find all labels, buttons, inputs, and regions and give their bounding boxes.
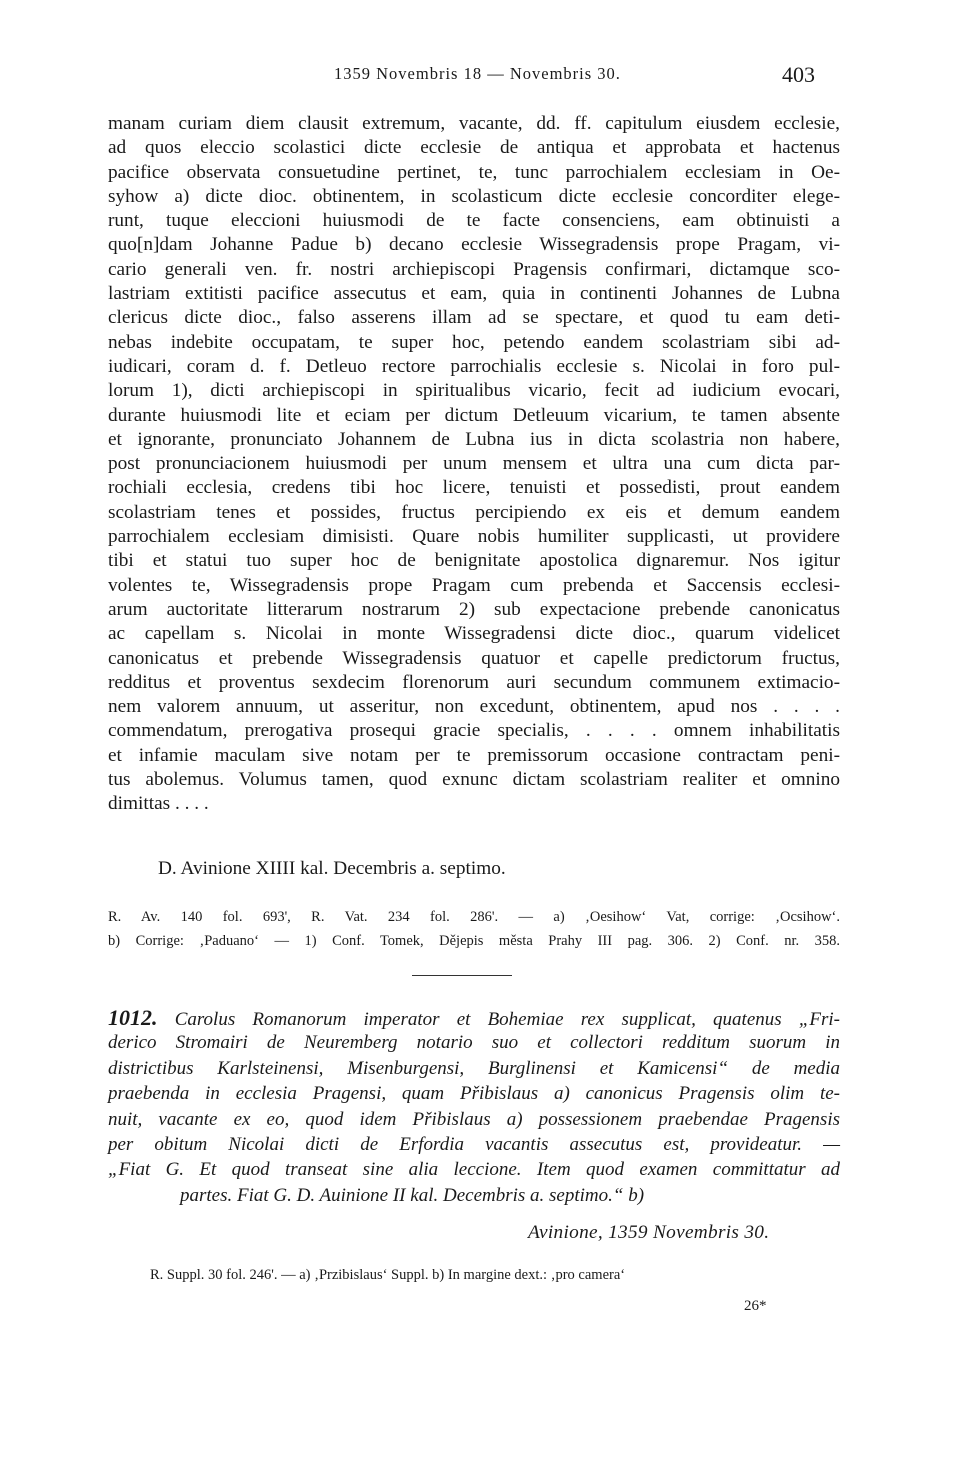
text-line: et infamie maculam sive notam per te premissorum occasione contractam peni-: [108, 744, 840, 766]
entry-line: districtibus Karlsteinensi, Misenburgensi, Burglinensi et Kamicensi“ de media: [108, 1057, 840, 1079]
entry-footnotes: R. Suppl. 30 fol. 246'. — a) ‚Przibislaus‘ Suppl. b) In margine dext.: ‚pro camera‘: [150, 1267, 626, 1283]
text-line: nem valorem annuum, ut asseritur, non excedunt, obtinentem, apud nos . . . .: [108, 696, 840, 718]
text-line: cario generali ven. fr. nostri archiepiscopi Pragensis confirmari, dictamque sco-: [108, 258, 840, 280]
text-line: rochiali ecclesia, credens tibi hoc licere, tenuisti et possedisti, prout eandem: [108, 477, 840, 499]
text-line: scolastriam tenes et possides, fructus percipiendo ex eis et demum eandem: [108, 501, 840, 523]
text-line: nebas indebite occupatam, te super hoc, petendo eandem scolastriam sibi ad-: [108, 331, 840, 353]
text-line: redditus et proventus sexdecim florenorum auri secundum communem extimacio-: [108, 671, 840, 693]
footnote-line: R. Av. 140 fol. 693', R. Vat. 234 fol. 286'. — a) ‚Oesihow‘ Vat, corrige: ‚Ocsihow‘.: [108, 909, 840, 925]
entry-line: praebenda in ecclesia Pragensi, quam Přibislaus a) canonicus Pragensis olim te-: [108, 1083, 840, 1105]
entry-1012: [108, 1005, 840, 1208]
text-line: commendatum, prerogativa prosequi gracie specialis, . . . . omnem inhabilitatis: [108, 720, 840, 742]
text-line: ad quos eleccio scolastici dicte ecclesie de antiqua et approbata et hactenus: [108, 137, 840, 159]
text-line: quo[n]dam Johanne Padue b) decano ecclesie Wissegradensis prope Pragam, vi-: [108, 234, 840, 256]
entry-line: Carolus Romanorum imperator et Bohemiae rex supplicat, quatenus „Fri-: [174, 1009, 840, 1030]
text-line: manam curiam diem clausit extremum, vacante, dd. ff. capitulum eiusdem ecclesie,: [108, 113, 840, 134]
signature-mark: 26*: [744, 1298, 767, 1314]
main-text: [108, 112, 840, 817]
entry-first-line: [108, 1005, 840, 1030]
running-head: 1359 Novembris 18 — Novembris 30.: [334, 64, 621, 83]
footnote-line: b) Corrige: ‚Paduano‘ — 1) Conf. Tomek, Dějepis města Prahy III pag. 306. 2) Conf. nr. 358.: [108, 933, 840, 949]
text-line: dimittas . . . .: [108, 793, 209, 815]
text-line: parrochialem ecclesiam dimisisti. Quare nobis humiliter supplicasti, ut providere: [108, 526, 840, 548]
entry-line: „Fiat G. Et quod transeat sine alia leccione. Item quod examen committatur ad: [108, 1159, 840, 1181]
text-line: tibi et statui tuo super hoc de benignitate apostolica dignaremur. Nos igitur: [108, 550, 840, 572]
text-line: lorum 1), dicti archiepiscopi in spiritualibus vicario, fecit ad iudicium evocari,: [108, 380, 840, 402]
text-line: syhow a) dicte dioc. obtinentem, in scolasticum dicte ecclesie concorditer elege-: [108, 185, 840, 207]
text-line: durante huiusmodi lite et eciam per dictum Detleuum vicarium, te tamen absente: [108, 404, 840, 426]
page-header: [0, 62, 960, 92]
text-line: tus abolemus. Volumus tamen, quod exnunc dictam scolastriam realiter et omnino: [108, 769, 840, 791]
text-line: runt, tuque eleccioni huiusmodi de te facte consenciens, eam obtinuisti a: [108, 210, 840, 232]
entry-line: partes. Fiat G. D. Auinione II kal. Decembris a. septimo.“ b): [180, 1184, 645, 1206]
text-line: et ignorante, pronunciato Johannem de Lubna ius in dicta scolastria non habere,: [108, 428, 840, 450]
entry-place-date: Avinione, 1359 Novembris 30.: [528, 1222, 770, 1243]
entry-line: per obitum Nicolai dicti de Erfordia vacantis assecutus est, provideatur. —: [108, 1133, 840, 1155]
text-line: volentes te, Wissegradensis prope Pragam cum prebenda et Saccensis ecclesi-: [108, 574, 840, 596]
entry-number: 1012.: [108, 1005, 158, 1030]
text-line: ac capellam s. Nicolai in monte Wissegradensi dicte dioc., quarum videlicet: [108, 623, 840, 645]
text-line: pacifice observata consuetudine pertinet, te, tunc parrochialem ecclesiam in Oe-: [108, 161, 840, 183]
dating-clause: D. Avinione XIIII kal. Decembris a. septimo.: [158, 858, 506, 879]
text-line: iudicari, coram d. f. Detleuo rectore parrochialis ecclesie s. Nicolai in foro pul-: [108, 355, 840, 377]
page-number: 403: [782, 62, 815, 87]
text-line: clericus dicte dioc., falso asserens illam ad se spectare, et quod tu eam deti-: [108, 307, 840, 329]
entry-line: nuit, vacante ex eo, quod idem Přibislaus a) possessionem praebendae Pragensis: [108, 1108, 840, 1130]
text-line: arum auctoritate litterarum nostrarum 2) sub expectacione prebende canonicatus: [108, 598, 840, 620]
entry-line: derico Stromairi de Neuremberg notario suo et collectori redditum suorum in: [108, 1032, 840, 1054]
section-divider: [412, 975, 512, 976]
footnotes-block: [108, 905, 840, 953]
text-line: post pronunciacionem huiusmodi per unum mensem et ultra una cum dicta par-: [108, 453, 840, 475]
text-line: lastriam extitisti pacifice assecutus et eam, quia in continenti Johannes de Lubna: [108, 283, 840, 305]
text-line: canonicatus et prebende Wissegradensis quatuor et capelle predictorum fructus,: [108, 647, 840, 669]
